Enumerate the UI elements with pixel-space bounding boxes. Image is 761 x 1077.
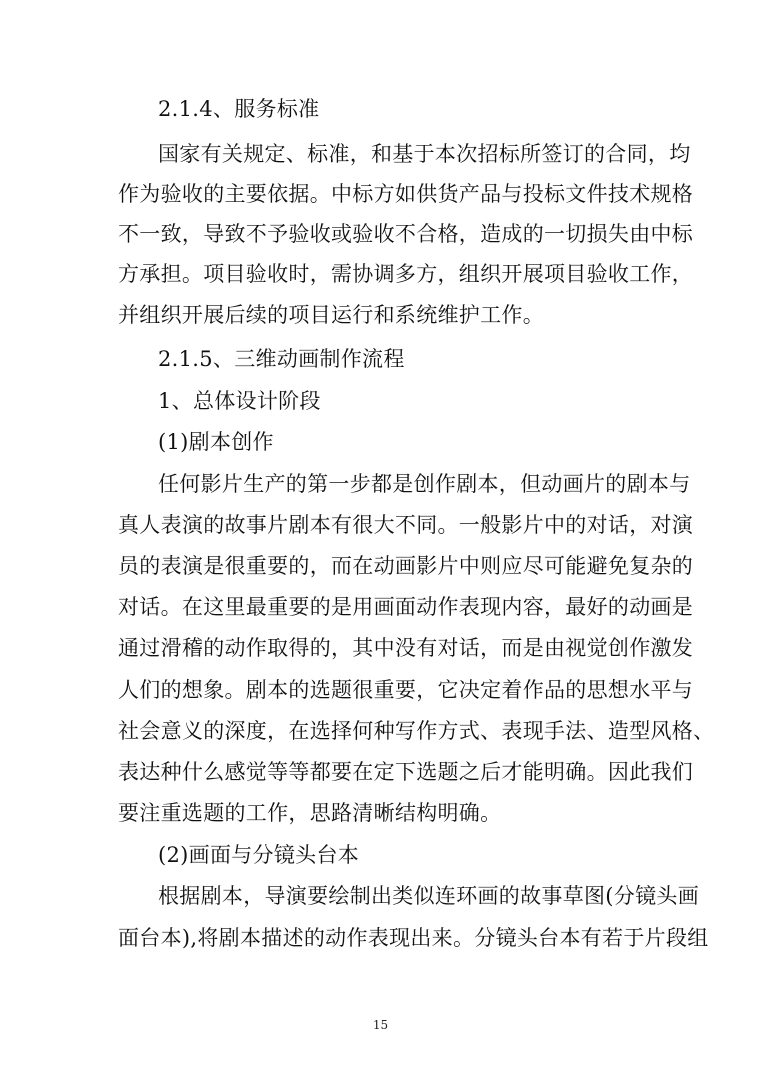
paragraph-line: 真人表演的故事片剧本有很大不同。一般影片中的对话，对演 bbox=[118, 513, 694, 537]
paragraph-line: 表达种什么感觉等等都要在定下选题之后才能明确。因此我们 bbox=[118, 760, 694, 784]
paragraph-line: 要注重选题的工作，思路清晰结构明确。 bbox=[118, 801, 502, 825]
paragraph-line: 对话。在这里最重要的是用画面动作表现内容，最好的动画是 bbox=[118, 595, 694, 619]
paragraph-line: 作为验收的主要依据。中标方如供货产品与投标文件技术规格 bbox=[118, 182, 694, 206]
paragraph-line: 国家有关规定、标准，和基于本次招标所签订的合同，均 bbox=[158, 142, 691, 166]
section-heading-2-1-5: 2.1.5、三维动画制作流程 bbox=[158, 347, 405, 371]
section-heading-2-1-4: 2.1.4、服务标准 bbox=[158, 97, 320, 121]
paragraph-line: 并组织开展后续的项目运行和系统维护工作。 bbox=[118, 303, 544, 327]
paragraph-line: 人们的想象。剧本的选题很重要，它决定着作品的思想水平与 bbox=[118, 678, 694, 702]
paragraph-line: 根据剧本，导演要绘制出类似连环画的故事草图(分镜头画 bbox=[158, 884, 699, 908]
paragraph-line: 员的表演是很重要的，而在动画影片中则应尽可能避免复杂的 bbox=[118, 554, 694, 578]
subsection-heading: (1)剧本创作 bbox=[158, 430, 274, 454]
paragraph-line: 社会意义的深度，在选择何种写作方式、表现手法、造型风格、 bbox=[118, 719, 715, 743]
paragraph-line: 不一致，导致不予验收或验收不合格，造成的一切损失由中标 bbox=[118, 222, 694, 246]
page-number: 15 bbox=[372, 1018, 389, 1032]
subsection-heading: (2)画面与分镜头台本 bbox=[158, 843, 360, 867]
paragraph-line: 通过滑稽的动作取得的，其中没有对话，而是由视觉创作激发 bbox=[118, 636, 694, 660]
paragraph-line: 方承担。项目验收时，需协调多方，组织开展项目验收工作， bbox=[118, 262, 694, 286]
paragraph-line: 面台本),将剧本描述的动作表现出来。分镜头台本有若于片段组 bbox=[118, 926, 709, 950]
subsection-heading: 1、总体设计阶段 bbox=[158, 389, 321, 413]
paragraph-line: 任何影片生产的第一步都是创作剧本，但动画片的剧本与 bbox=[158, 472, 691, 496]
